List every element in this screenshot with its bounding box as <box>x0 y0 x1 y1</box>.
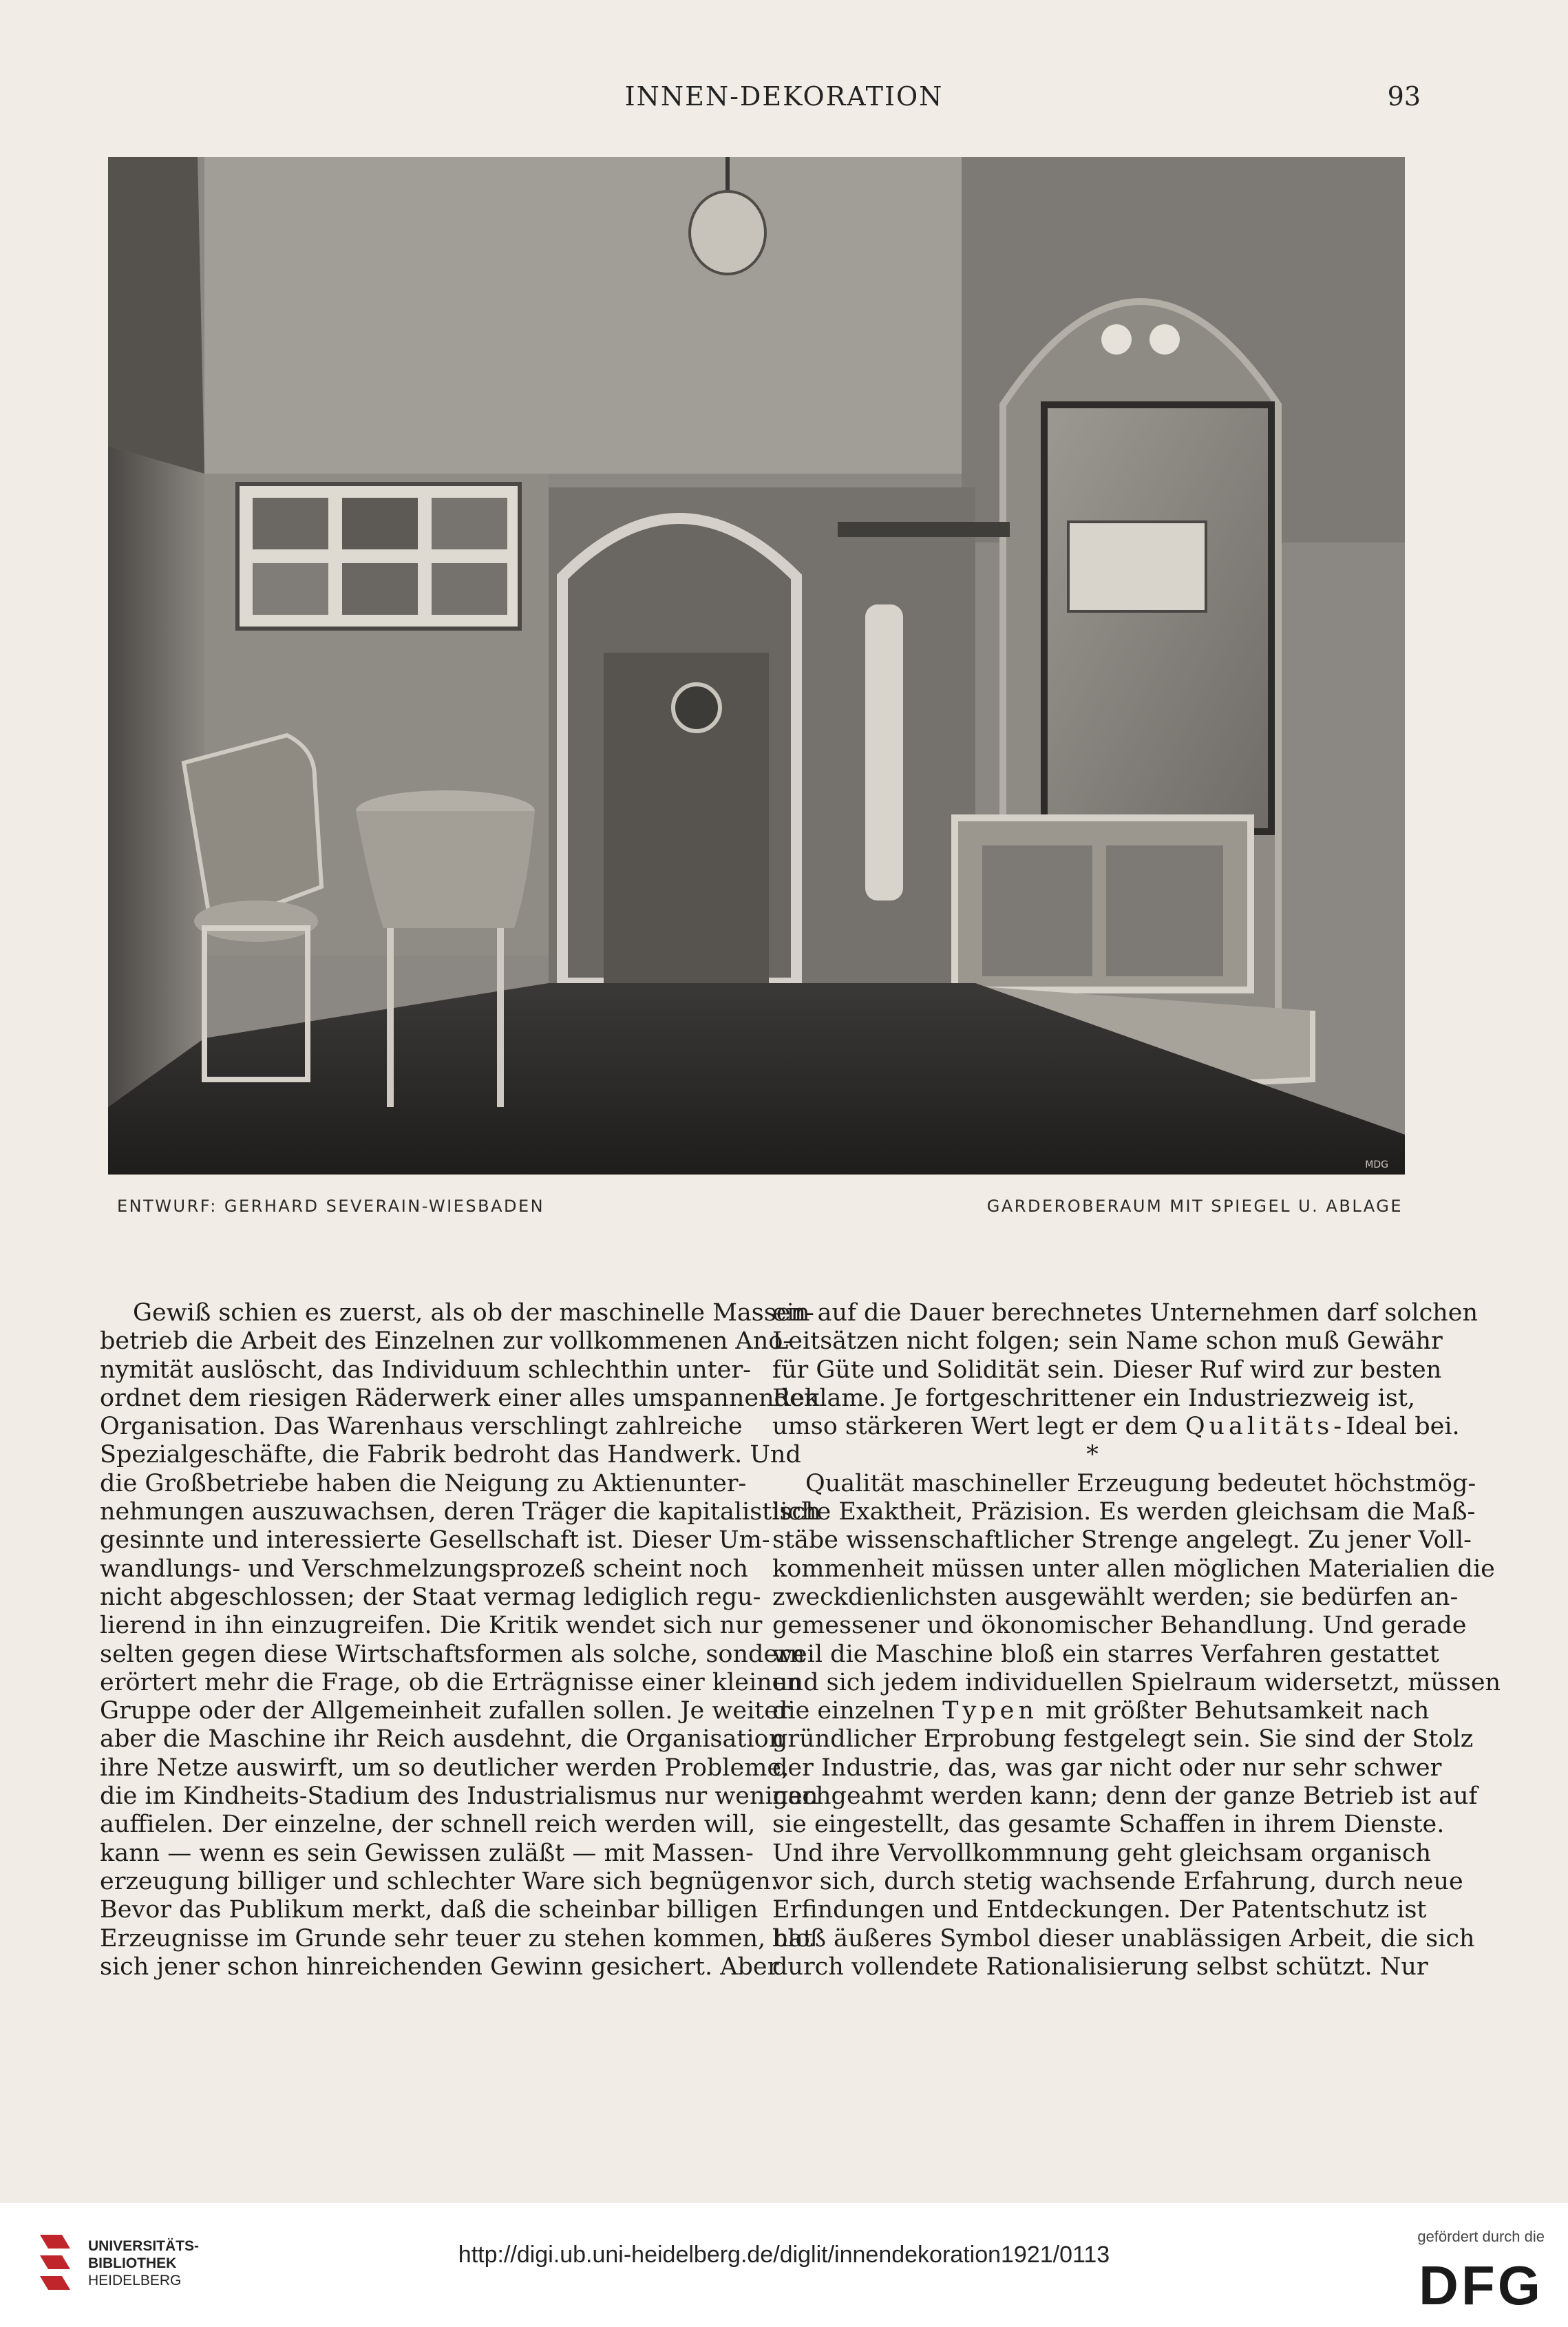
funding-note: gefördert durch die <box>1417 2228 1545 2245</box>
cloakroom-photo-illustration <box>108 157 1405 1175</box>
text-line: ihre Netze auswirft, um so deutlicher werden Probleme, <box>100 1754 790 1782</box>
text-line: gesinnte und interessierte Gesellschaft ist. Dieser Um- <box>100 1526 770 1555</box>
text-line: erzeugung billiger und schlechter Ware sich begnügen. <box>100 1867 778 1895</box>
text-line: kommenheit müssen unter allen möglichen Materialien die <box>772 1555 1495 1583</box>
text-line: gründlicher Erprobung festgelegt sein. Sie sind der Stolz <box>772 1725 1474 1754</box>
text-line: Organisation. Das Warenhaus verschlingt zahlreiche <box>100 1413 743 1441</box>
interior-photograph <box>108 157 1405 1175</box>
text-line: ordnet dem riesigen Räderwerk einer alles umspannenden <box>100 1384 820 1412</box>
paragraph-right-3 <box>772 1725 1478 1981</box>
text-line: Erzeugnisse im Grunde sehr teuer zu stehen kommen, hat <box>100 1924 813 1952</box>
types-line-suffix: mit größter Behutsamkeit nach <box>1037 1697 1430 1725</box>
quality-emphasis: Qualitäts- <box>1185 1413 1346 1441</box>
quality-line <box>772 1413 1460 1441</box>
text-line: Qualität maschineller Erzeugung bedeutet höchstmög- <box>805 1469 1476 1497</box>
text-line: gemessener und ökonomischer Behandlung. Und gerade <box>772 1612 1467 1640</box>
types-emphasis: Typen <box>942 1697 1038 1725</box>
paragraph-right-2 <box>772 1469 1501 1697</box>
quality-line-suffix: Ideal bei. <box>1346 1413 1460 1441</box>
types-line <box>772 1697 1430 1725</box>
text-line: die Großbetriebe haben die Neigung zu Aktienunter- <box>100 1469 747 1497</box>
text-line: auffielen. Der einzelne, der schnell reich werden will, <box>100 1811 756 1839</box>
text-line: nymität auslöscht, das Individuum schlechthin unter- <box>100 1356 752 1384</box>
text-line: betrieb die Arbeit des Einzelnen zur vollkommenen Ano- <box>100 1327 792 1356</box>
paragraph-left <box>100 1299 821 1981</box>
text-line: nicht abgeschlossen; der Staat vermag lediglich regu- <box>100 1583 761 1611</box>
svg-text:MDG: MDG <box>1365 1159 1388 1170</box>
page-number: 93 <box>1387 81 1421 112</box>
section-separator: * <box>1086 1441 1099 1469</box>
text-line: Gewiß schien es zuerst, als ob der maschinelle Massen- <box>133 1299 814 1327</box>
text-line: lierend in ihn einzugreifen. Die Kritik wendet sich nur <box>100 1612 763 1640</box>
text-line: erörtert mehr die Frage, ob die Erträgnisse einer kleinen <box>100 1668 802 1696</box>
library-name-line1: UNIVERSITÄTS- <box>88 2238 200 2254</box>
text-line: kann — wenn es sein Gewissen zuläßt — mit Massen- <box>100 1839 754 1867</box>
text-line: bloß äußeres Symbol dieser unablässigen Arbeit, die sich <box>772 1924 1475 1952</box>
text-line: selten gegen diese Wirtschaftsformen als solche, sondern <box>100 1640 805 1668</box>
library-name-line3: HEIDELBERG <box>88 2273 182 2288</box>
text-line: Bevor das Publikum merkt, daß die scheinbar billigen <box>100 1896 759 1924</box>
permalink-url[interactable]: http://digi.ub.uni-heidelberg.de/diglit/innendekoration1921/0113 <box>458 2242 1110 2268</box>
text-line: Leitsätzen nicht folgen; sein Name schon muß Gewähr <box>772 1327 1443 1356</box>
text-line: wandlungs- und Verschmelzungsprozeß scheint noch <box>100 1555 748 1583</box>
text-line: Gruppe oder der Allgemeinheit zufallen sollen. Je weiter <box>100 1697 790 1725</box>
text-line: Spezialgeschäfte, die Fabrik bedroht das Handwerk. Und <box>100 1441 801 1469</box>
text-line: sich jener schon hinreichenden Gewinn gesichert. Aber <box>100 1952 779 1981</box>
text-line: liche Exaktheit, Präzision. Es werden gleichsam die Maß- <box>772 1498 1476 1526</box>
text-line: der Industrie, das, was gar nicht oder nur sehr schwer <box>772 1754 1442 1782</box>
text-line: stäbe wissenschaftlicher Strenge angelegt. Zu jener Voll- <box>772 1526 1472 1555</box>
quality-line-prefix: umso stärkeren Wert legt er dem <box>772 1413 1185 1441</box>
figure-title: GARDEROBERAUM MIT SPIEGEL U. ABLAGE <box>986 1197 1403 1216</box>
text-line: Reklame. Je fortgeschrittener ein Industriezweig ist, <box>772 1384 1416 1412</box>
text-line: durch vollendete Rationalisierung selbst schützt. Nur <box>772 1952 1428 1981</box>
paragraph-right-1 <box>772 1299 1478 1413</box>
text-line: Und ihre Vervollkommnung geht gleichsam organisch <box>772 1839 1431 1867</box>
text-line: und sich jedem individuellen Spielraum widersetzt, müssen <box>772 1668 1501 1696</box>
text-line: aber die Maschine ihr Reich ausdehnt, die Organisation <box>100 1725 785 1754</box>
text-line: Erfindungen und Entdeckungen. Der Patentschutz ist <box>772 1896 1427 1924</box>
text-line: die im Kindheits-Stadium des Industrialismus nur wenigen <box>100 1782 818 1811</box>
types-line-prefix: die einzelnen <box>772 1697 943 1725</box>
text-line: weil die Maschine bloß ein starres Verfahren gestattet <box>772 1640 1439 1668</box>
body-column-right <box>772 1299 1501 1981</box>
text-line: ein auf die Dauer berechnetes Unternehmen darf solchen <box>772 1299 1478 1327</box>
text-line: vor sich, durch stetig wachsende Erfahrung, durch neue <box>772 1867 1463 1895</box>
body-column-left <box>100 1299 821 1981</box>
dfg-logo: DFG <box>1419 2255 1543 2316</box>
figure-credit: ENTWURF: GERHARD SEVERAIN-WIESBADEN <box>117 1197 545 1216</box>
text-line: sie eingestellt, das gesamte Schaffen in ihrem Dienste. <box>772 1811 1445 1839</box>
text-line: nachgeahmt werden kann; denn der ganze Betrieb ist auf <box>772 1782 1478 1811</box>
text-line: für Güte und Solidität sein. Dieser Ruf wird zur besten <box>772 1356 1442 1384</box>
library-name-line2: BIBLIOTHEK <box>88 2255 177 2271</box>
text-line: nehmungen auszuwachsen, deren Träger die kapitalistisch <box>100 1498 821 1526</box>
running-header: INNEN-DEKORATION <box>624 81 944 112</box>
text-line: zweckdienlichsten ausgewählt werden; sie bedürfen an- <box>772 1583 1459 1611</box>
